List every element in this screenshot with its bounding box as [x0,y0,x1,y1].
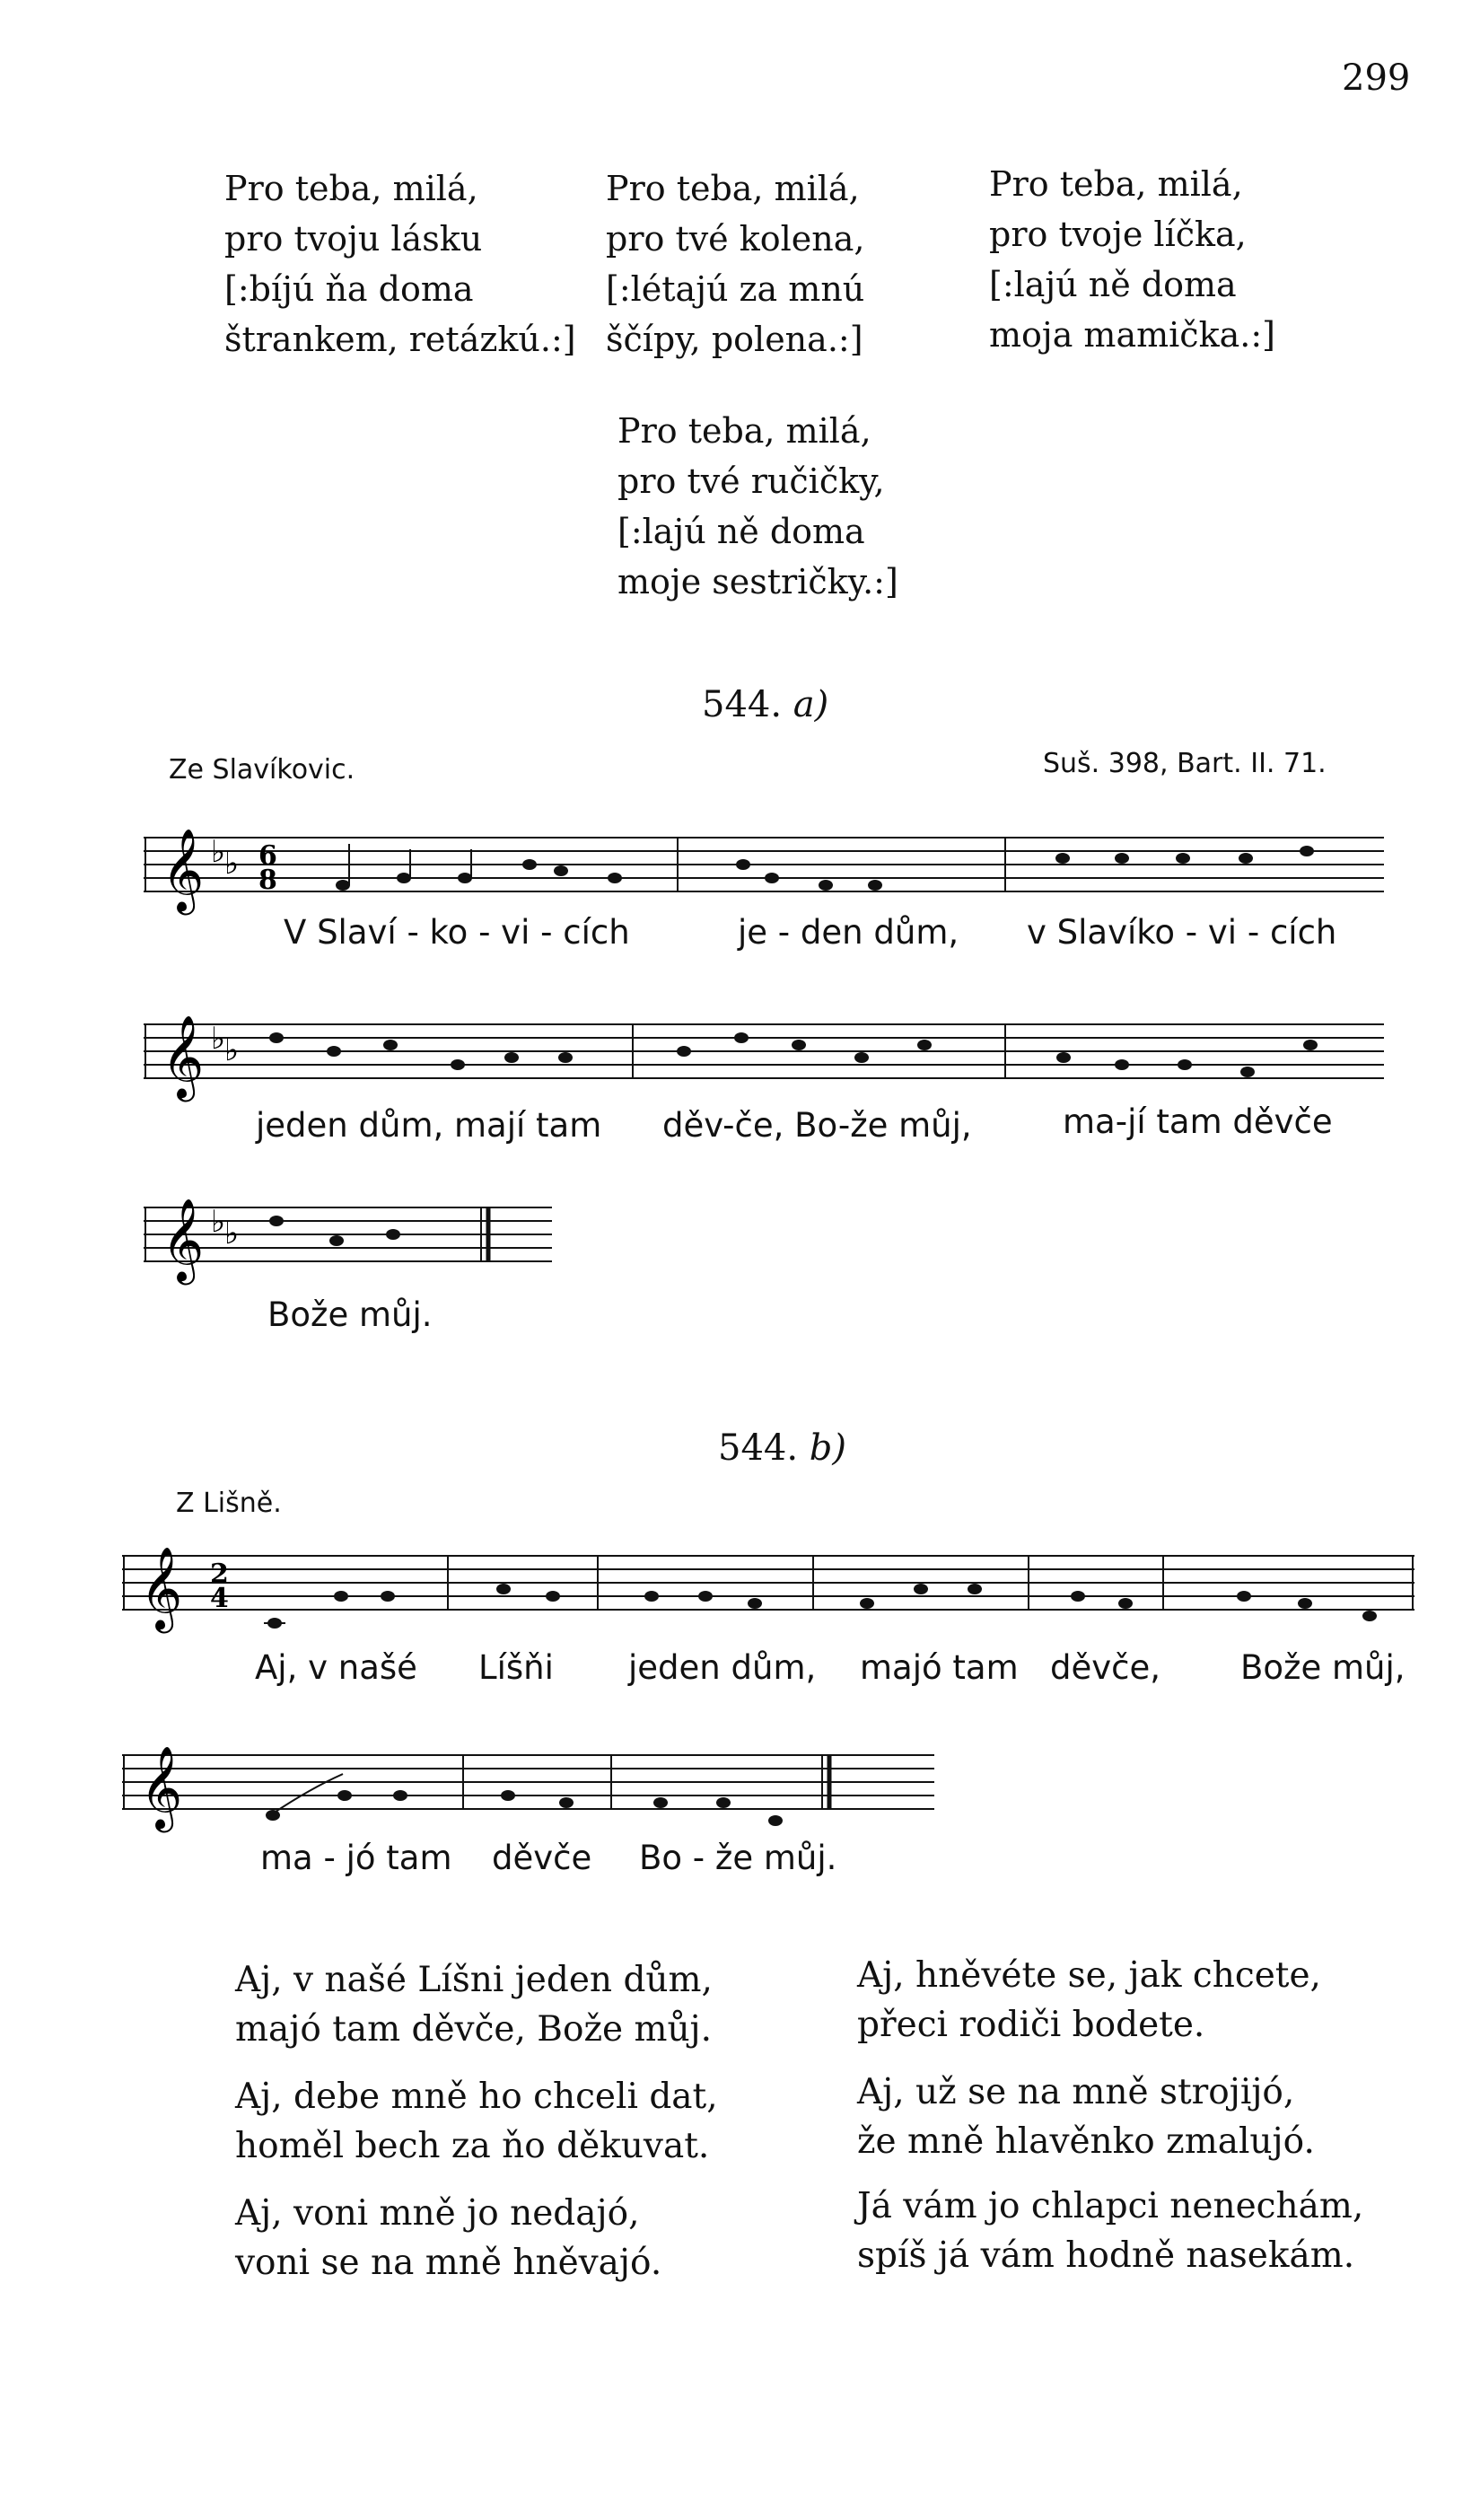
stanza-line: moje sestričky.:] [617,562,898,601]
lyrics-line: jeden dům, mají tam [256,1106,602,1145]
lyrics-line: ma - jó tam [260,1839,452,1877]
lyrics-line: je - den dům, [738,913,959,952]
verse-4 [857,1951,1321,2050]
verse-line: spíš já vám hodně nasekám. [857,2235,1355,2276]
verse-6 [857,2182,1363,2280]
stanza-line: Pro teba, milá, [617,411,871,451]
lyrics-line: děvče [492,1839,592,1877]
treble-clef-icon: 𝄞 [162,828,205,911]
stanza-line: [:lajú ně doma [989,265,1237,304]
flat-icon: ♭ [224,846,240,882]
lyrics-line: majó tam [860,1648,1019,1687]
flat-icon: ♭ [211,834,226,870]
stanza-line: pro tvoje líčka, [989,215,1247,254]
stanza-line: pro tvoju lásku [224,219,483,259]
song-variant: a) [793,684,829,725]
song-variant: b) [809,1427,846,1469]
time-signature-bottom: 4 [210,1583,229,1614]
music-staff-a2 [144,1011,1400,1110]
stanza-line: Pro teba, milá, [606,169,860,208]
verse-line: Aj, v našé Líšni jeden dům, [235,1960,713,2000]
page-number: 299 [1342,57,1411,99]
verse-line: Aj, debe mně ho chceli dat, [235,2077,718,2117]
verse-line: majó tam děvče, Bože můj. [235,2009,713,2050]
verse-line: voni se na mně hněvajó. [235,2243,662,2283]
stanza-line: Pro teba, milá, [224,169,478,208]
lyrics-line: Bože můj, [1240,1648,1406,1687]
stanza-line: [:lajú ně doma [617,512,865,551]
verse-3 [235,2189,661,2287]
music-staff-b1 [122,1542,1432,1659]
verse-line: Aj, hněvéte se, jak chcete, [857,1955,1321,1996]
lyrics-line: Bože můj. [267,1295,433,1334]
stanza-line: ščípy, polena.:] [606,320,863,359]
song-origin: Ze Slavíkovic. [169,754,355,786]
verse-5 [857,2068,1315,2166]
treble-clef-icon: 𝄞 [162,1014,205,1098]
song-number: 544. [702,684,783,725]
lyrics-line: děvče, [1050,1648,1161,1687]
stanza-line: pro tvé ručičky, [617,461,885,501]
stanza-line: [:létajú za mnú [606,269,865,309]
stanza-line: [:bíjú ňa doma [224,269,474,309]
verse-1 [235,1955,713,2054]
lyrics-line: Líšňi [478,1648,554,1687]
stanza-line: moja mamička.:] [989,315,1275,355]
lyrics-line: děv-če, Bo-že můj, [662,1106,972,1145]
stanza-line: Pro teba, milá, [989,164,1243,204]
lyrics-line: V Slaví - ko - vi - cích [284,913,630,952]
time-signature-top: 6 [258,840,277,872]
stanza-4 [617,406,898,607]
stanza-1 [224,163,576,364]
time-signature-top: 2 [210,1559,229,1590]
treble-clef-icon: 𝄞 [140,1745,183,1829]
verse-line: homěl bech za ňo děkuvat. [235,2126,710,2166]
verse-line: přeci rodiči bodete. [857,2005,1205,2045]
music-staff-a1 [144,824,1400,923]
verse-2 [235,2072,718,2171]
lyrics-line: ma-jí tam děvče [1063,1102,1333,1141]
music-staff-a3 [144,1194,592,1293]
song-origin: Z Lišně. [176,1488,282,1519]
song-a-heading [702,684,828,725]
stanza-line: pro tvé kolena, [606,219,865,259]
song-reference: Suš. 398, Bart. II. 71. [1043,748,1327,779]
treble-clef-icon: 𝄞 [162,1198,205,1281]
lyrics-line: jeden dům, [628,1648,817,1687]
time-signature-bottom: 8 [258,865,277,896]
flat-icon: ♭ [211,1204,226,1240]
verse-line: Aj, voni mně jo nedajó, [235,2193,640,2234]
lyrics-line: v Slavíko - vi - cích [1027,913,1337,952]
verse-line: že mně hlavěnko zmalujó. [857,2121,1315,2162]
treble-clef-icon: 𝄞 [140,1546,183,1629]
flat-icon: ♭ [211,1021,226,1057]
stanza-2 [606,163,865,364]
song-b-heading [718,1427,846,1469]
flat-icon: ♭ [224,1216,240,1251]
stanza-3 [989,159,1275,360]
flat-icon: ♭ [224,1032,240,1068]
song-number: 544. [718,1427,799,1469]
lyrics-line: Aj, v našé [255,1648,417,1687]
verse-line: Já vám jo chlapci nenechám, [857,2186,1364,2226]
verse-line: Aj, už se na mně strojijó, [857,2072,1295,2112]
lyrics-line: Bo - že můj. [639,1839,837,1877]
stanza-line: štrankem, retázkú.:] [224,320,576,359]
